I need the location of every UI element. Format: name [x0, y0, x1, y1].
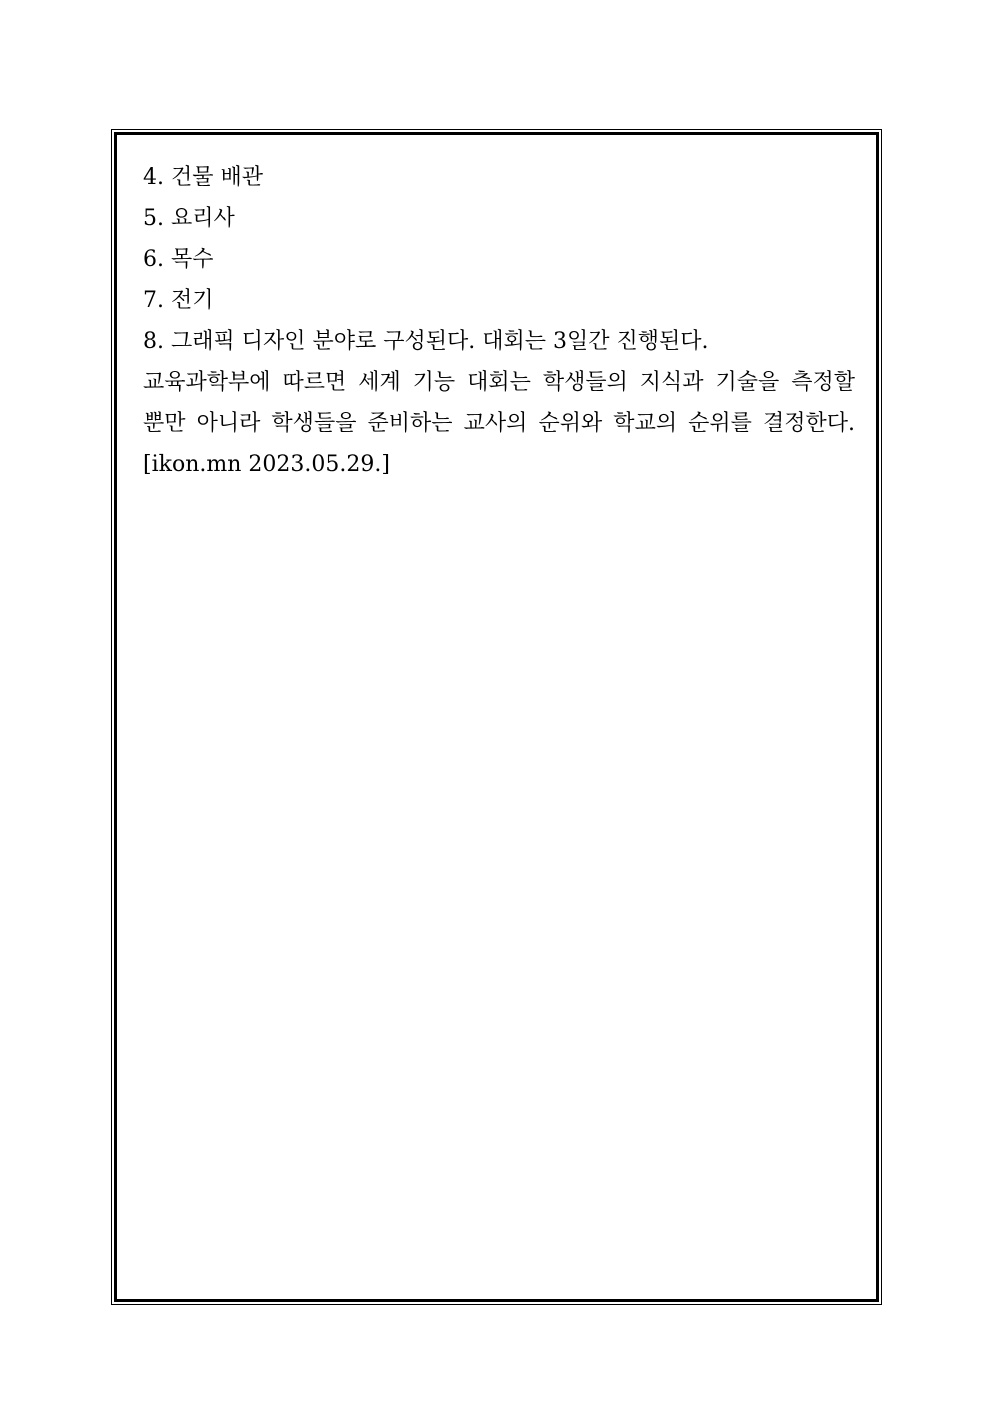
list-item: 8. 그래픽 디자인 분야로 구성된다. 대회는 3일간 진행된다. [143, 329, 709, 354]
paragraph-line: 뿐만 아니라 학생들을 준비하는 교사의 순위와 학교의 순위를 결정한다. [143, 411, 855, 436]
list-item: 7. 전기 [143, 288, 214, 313]
document-body [143, 157, 855, 485]
list-item: 5. 요리사 [143, 206, 235, 231]
list-item: 4. 건물 배관 [143, 165, 263, 190]
source-citation: [ikon.mn 2023.05.29.] [143, 452, 390, 477]
list-item: 6. 목수 [143, 247, 214, 272]
paragraph-line: 교육과학부에 따르면 세계 기능 대회는 학생들의 지식과 기술을 측정할 [143, 370, 855, 395]
